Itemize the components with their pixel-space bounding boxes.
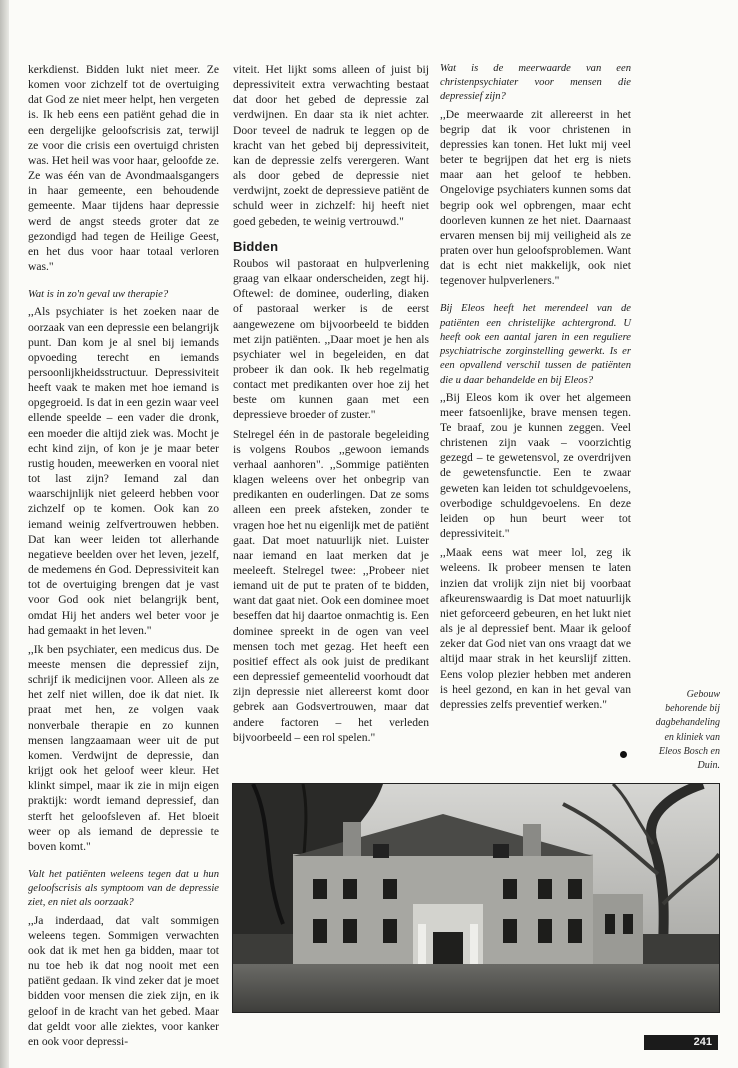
photo-caption: Gebouw behorende bij dagbehandeling en kliniek van Eleos Bosch en Duin. [655,689,720,772]
answer-paragraph: ,,Ik ben psychiater, een medicus dus. De meeste mensen die depressief zijn, schrijf ik medicijnen voor. Alleen als ze het zelf niet willen, doe ik dat niet. Ik praat met hen, ze volgen vaak nonverbale therapie en zo kunnen mensen langzaamaan weer uit de put komen. Verdwijnt de depressie, dan krijgt ook het geloof weer kleur. Het klinkt simpel, maar ik zie in mijn eigen praktijk: wordt iemand depressief, dan sterft het geloofsleven af. Het bloeit weer op als iemand de depressie te boven komt." [28,642,219,853]
page-binding-shadow [0,0,9,1068]
answer-paragraph: ,,Als psychiater is het zoeken naar de oorzaak van een depressie een belangrijk punt. Dan kom je al snel bij iemands opvoeding terecht en iemands persoonlijkheidsstructuur. Depressiviteit heeft vaak te maken met hoe iemand is opgegroeid. Is dat in een gezin waar veel ellende speelde – een vader die dronk, een moeder die altijd ziek was. Mocht je echt kind zijn, of kon je je maar beter rustig houden, meewerken en vooral niet tot last zijn? Iemand zal dan waarschijnlijk niet geleerd hebben voor zichzelf op te komen. Ook kan zo iemand weinig zelfvertrouwen hebben. Dat kan weer leiden tot allerhande negatieve beelden over het leven, jezelf, de medemens én God. Depressiviteit kan tot de overtuiging brengen dat je vast voor God ook niet belangrijk bent, omdat Hij het anders wel beter voor je had gemaakt in het leven." [28,305,219,637]
interview-question: Bij Eleos heeft het merendeel van de patiënten een christelijke achtergrond. U heeft ook een aantal jaren in een reguliere psychiatrische zorginstelling gewerkt. Is er een opvallend verschil tussen de patiënten die u daar behandelde en bij Eleos? [440,303,631,386]
caption-bullet-icon [620,751,627,758]
page-number: 241 [644,1035,718,1050]
column-2 [233,62,429,749]
building-photo [232,783,720,1013]
section-heading: Bidden [233,238,279,254]
answer-paragraph: ,,Maak eens wat meer lol, zeg ik weleens. Ik probeer mensen te laten inzien dat vrolijk zijn niet bij voorbaat afkeurenswaardig is Dat moet natuurlijk niet geforceerd gebeuren, en het lukt niet als je al depressief bent. Maar ik geloof zeker dat God niet van ons vraagt dat we altijd maar strak in het keurslijf zitten. Eens volop plezier hebben met anderen is heel gezond, en kan in het geval van depressies zelfs preventief werken." [440,546,631,711]
interview-question: Wat is de meerwaarde van een christenpsychiater voor mensen die depressief zijn? [440,63,631,103]
paragraph: Roubos wil pastoraat en hulpverlening graag van elkaar onderscheiden, zegt hij. Oftewel: de dominee, ouderling, diaken of pastoraal werker is de eerst aangewezene om bijvoorbeeld te bidden met zijn patiënten. ,,Daar moet je hen als psychiater wel in begeleiden, en dat probeer ik dan ook. Ik heb regelmatig contact met predikanten over hoe zij het beste om kunnen gaan met een depressieve broeder of zuster." [233,256,429,422]
column-1 [28,62,219,1053]
interview-question: Valt het patiënten weleens tegen dat u hun geloofscrisis als symptoom van de depressie ziet, en niet als oorzaak? [28,869,219,909]
answer-paragraph: ,,Bij Eleos kom ik over het algemeen meer fatsoenlijke, brave mensen tegen. Te braaf, zou je kunnen zeggen. Veel christenen zijn vaak – voorzichtig gezegd – te gewetensvol, ze overdrijven de gewetensfunctie. Een te zwaar geweten kan leiden tot schuldgevoelens, overbodige schuldgevoelens. En deze leiden op hun beurt weer tot depressiviteit." [440,390,631,541]
answer-paragraph: ,,De meerwaarde zit allereerst in het begrip dat ik voor christenen in depressies kan tonen. Het lukt mij veel beter te begrijpen dat het erg is niets maar aan het geloof te hebben. Ongelovige psychiaters kunnen soms dat begrip ook wel opbrengen, maar echt doorleven kunnen ze het niet. Daarnaast ervaren mensen bij mij veiligheid als ze praten over hun geloofsproblemen. Want dat is echt niet makkelijk, ook niet tegenover hulpverleners." [440,107,631,288]
paragraph: kerkdienst. Bidden lukt niet meer. Ze komen voor zichzelf tot de overtuiging dat God ze niet meer helpt, hen vergeten is. Ik heb eens een patiënt gehad die in een dergelijke geloofscrisis zat, terwijl ze voor die crisis een overtuigd christen was. Het heil was voor haar, geloofde ze. Ze was één van de Avondmaalsgangers in haar gemeente, een behoudende gemeente. Maar tijdens haar depressie werd de angst steeds groter dat ze gezondigd had tegen de Heilige Geest, en het dus voor haar totaal verloren was." [28,63,219,274]
column-3 [440,62,631,716]
answer-paragraph: ,,Ja inderdaad, dat valt sommigen weleens tegen. Sommigen verwachten ook dat ik met hen ga bidden, maar tot nu toe heb ik dat nog nooit met een patiënt gedaan. Ik vind zeker dat je moet bidden voor mensen die ziek zijn, en ik geloof in de kracht van het gebed. Maar dat geldt voor alle ziektes, voor kanker en ook voor depressi- [28,913,219,1048]
building-photo-illustration [233,784,719,1012]
paragraph: Stelregel één in de pastorale begeleiding is volgens Roubos ,,gewoon iemands verhaal aanhoren". ,,Sommige patiënten klagen weleens over het onbegrip van predikanten en ouderlingen. Dat ze soms alleen een preek afsteken, zonder te vragen hoe het nu eigenlijk met de patiënt gaat. Dat moet natuurlijk niet. Luister naar iemand en laat merken dat je meeleeft. Stelregel twee: ,,Probeer niet iemand uit de put te praten of te bidden, want dat gaat niet. Ook een dominee moet beseffen dat hij daartoe onmachtig is. Een dominee spreekt in de ogen van veel mensen toch met gezag. Het heeft een positief effect als ook juist de predikant een depressief gemeentelid voorhoudt dat zijn depressie niet allereerst komt door gebrek aan Godsvertrouwen, maar dat andere factoren – het verleden bijvoorbeeld – een rol spelen." [233,427,429,744]
paragraph: viteit. Het lijkt soms alleen of juist bij depressiviteit extra verwachting bestaat dat door het gebed de depressie zal verdwijnen. En daar sta ik niet achter. Door teveel de nadruk te leggen op de kracht van het gebed bij depressiviteit, kan de depressie zelfs verergeren. Want als door gebed de depressie niet verdwijnt, zoekt de depressieve patiënt de schuld weer in zichzelf: hij heeft niet goed gebeden, te weinig vertrouwd." [233,63,429,228]
interview-question: Wat is in zo'n geval uw therapie? [28,289,169,301]
